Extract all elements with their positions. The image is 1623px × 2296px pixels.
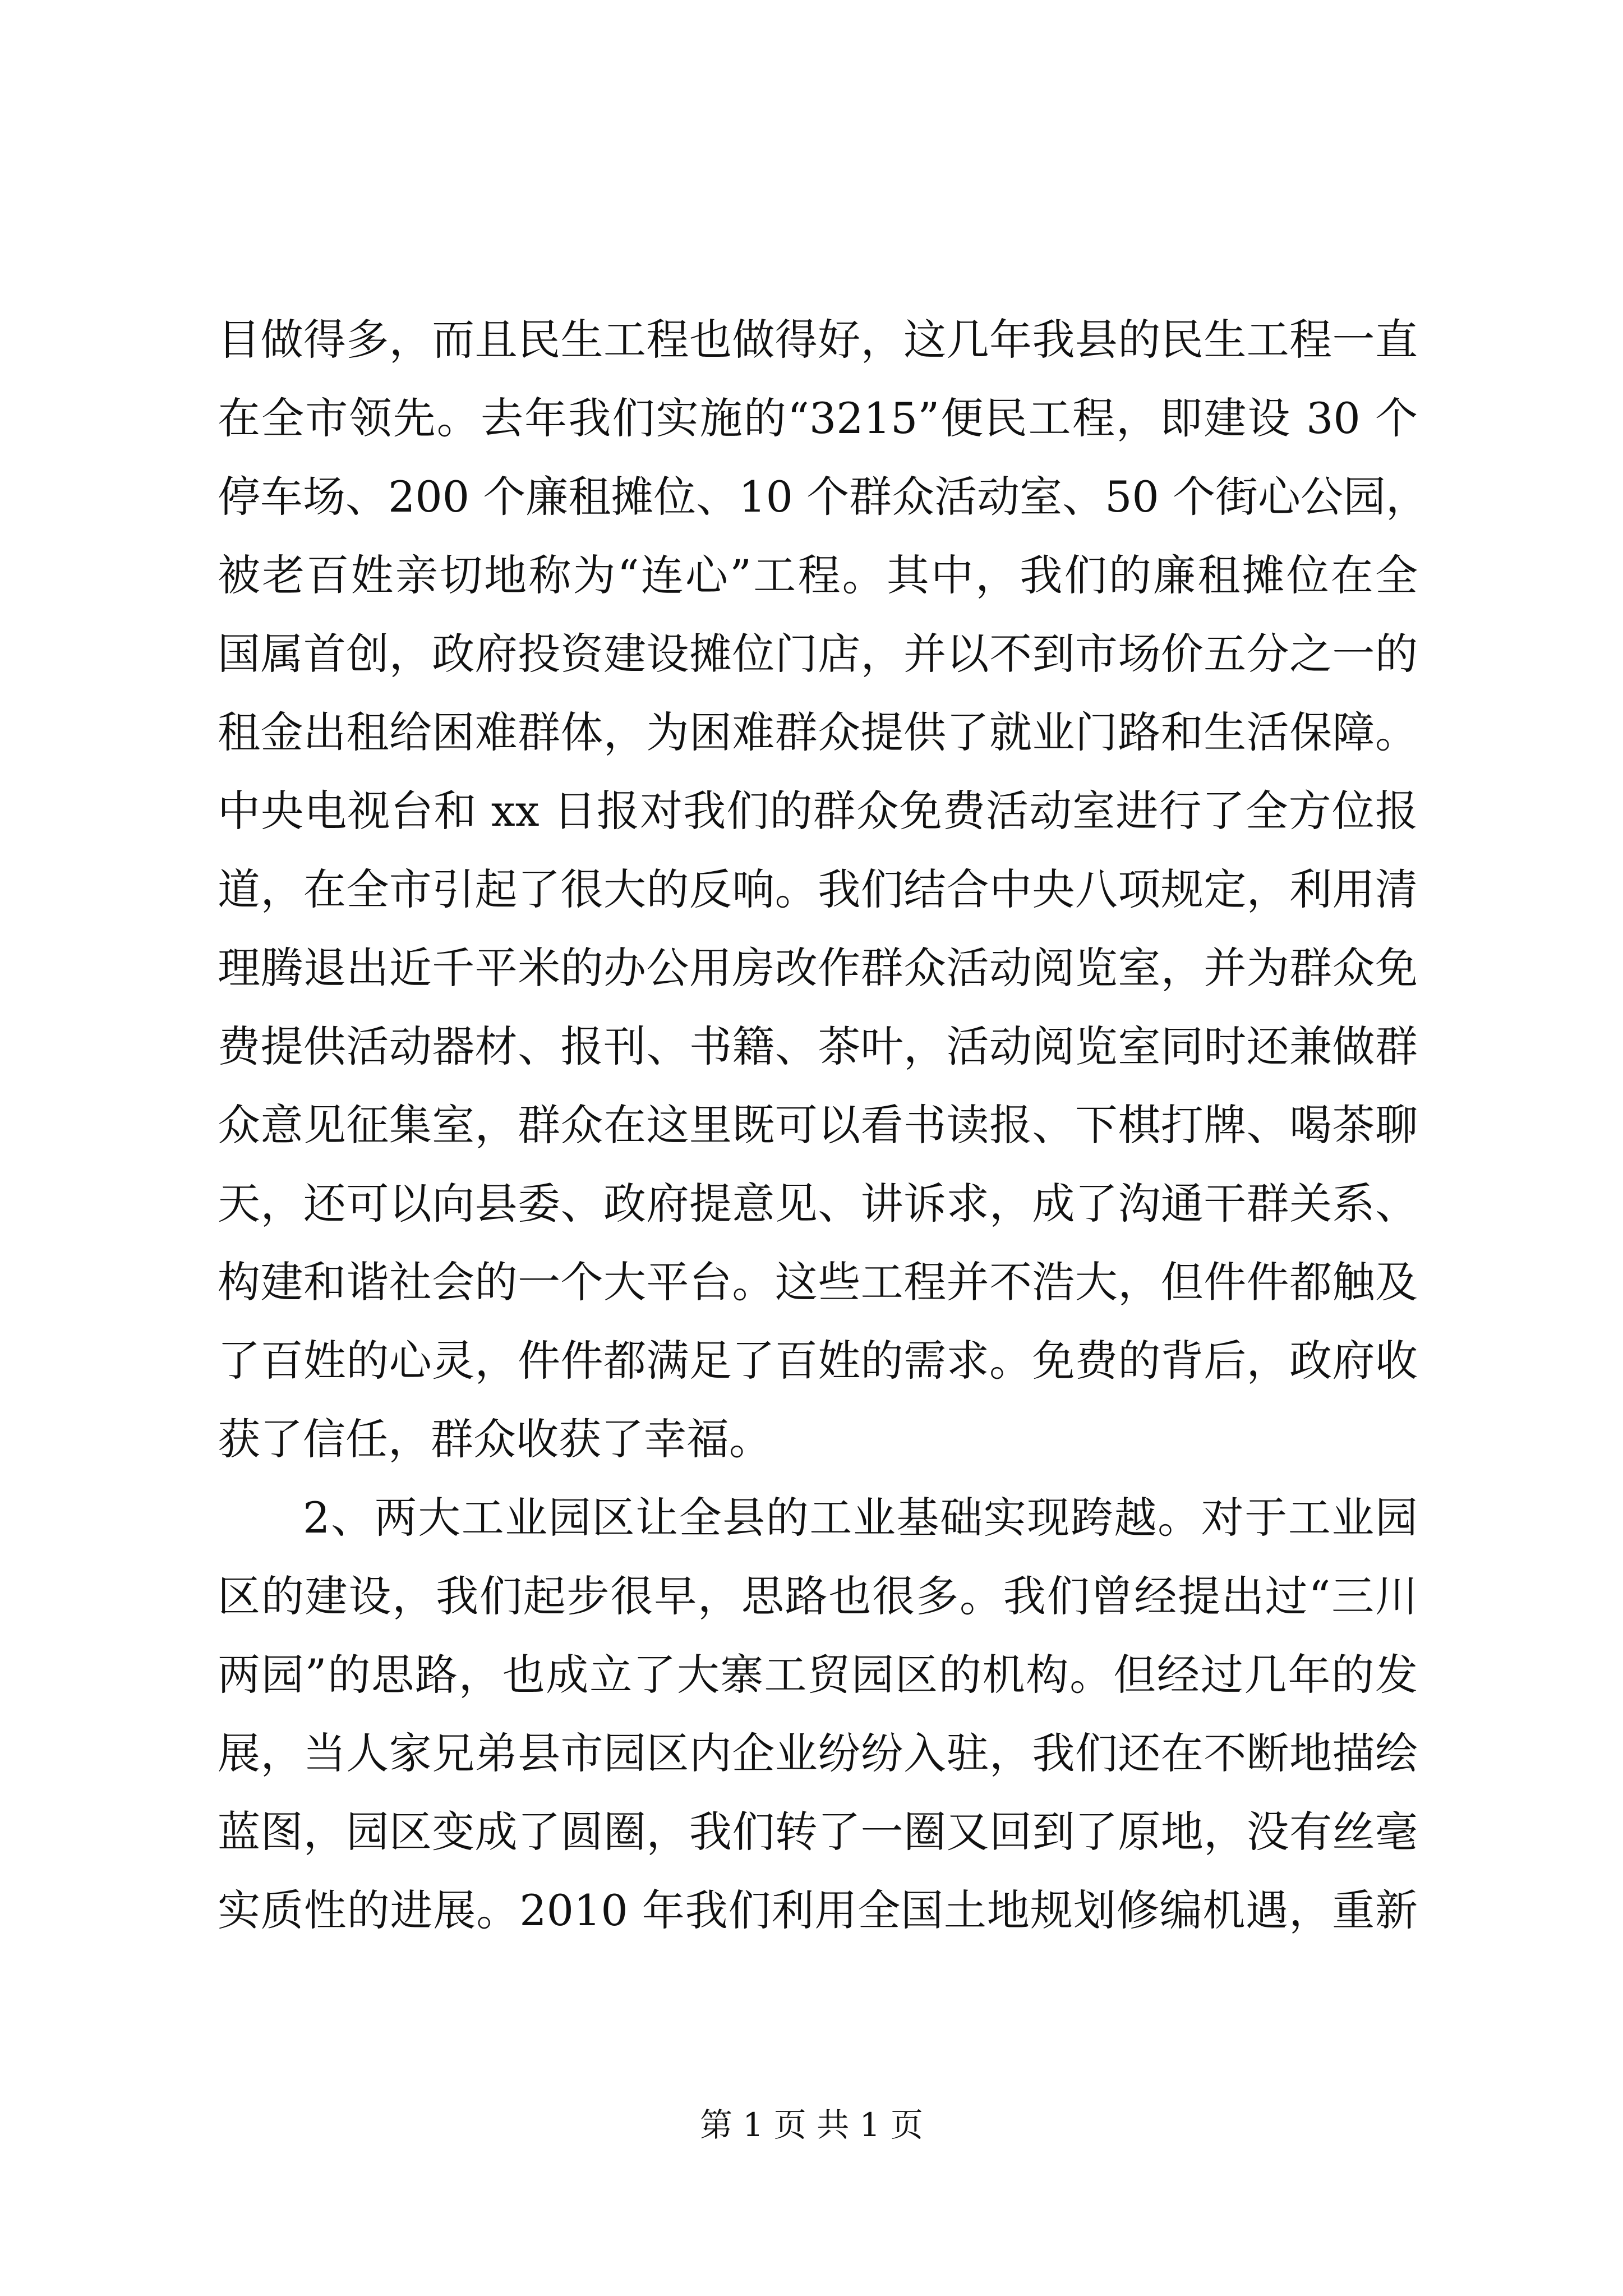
page-footer (0, 2102, 1623, 2147)
text-line: 目做得多，而且民生工程也做得好，这几年我县的民生工程一直 (218, 315, 1418, 365)
text-line: 理腾退出近千平米的办公用房改作群众活动阅览室，并为群众免 (218, 943, 1418, 993)
text-line: 在全市领先。去年我们实施的“3215”便民工程，即建设 30 个 (218, 393, 1418, 443)
text-line: 租金出租给困难群体，为困难群众提供了就业门路和生活保障。 (218, 707, 1418, 757)
text-line: 众意见征集室，群众在这里既可以看书读报、下棋打牌、喝茶聊 (218, 1100, 1418, 1150)
text-line: 国属首创，政府投资建设摊位门店，并以不到市场价五分之一的 (218, 629, 1418, 679)
text-line: 蓝图，园区变成了圆圈，我们转了一圈又回到了原地，没有丝毫 (218, 1807, 1418, 1857)
text-line: 展，当人家兄弟县市园区内企业纷纷入驻，我们还在不断地描绘 (218, 1728, 1418, 1778)
text-line: 天，还可以向县委、政府提意见、讲诉求，成了沟通干群关系、 (218, 1179, 1418, 1228)
page-number-label: 第 1 页 共 1 页 (700, 2106, 923, 2144)
text-line: 停车场、200 个廉租摊位、10 个群众活动室、50 个街心公园， (218, 472, 1428, 522)
text-line: 获了信任，群众收获了幸福。 (218, 1414, 772, 1464)
text-line: 中央电视台和 xx 日报对我们的群众免费活动室进行了全方位报 (218, 786, 1418, 836)
text-line: 道，在全市引起了很大的反响。我们结合中央八项规定，利用清 (218, 864, 1418, 914)
body-text (218, 301, 1428, 1950)
text-line: 2、两大工业园区让全县的工业基础实现跨越。对于工业园 (303, 1493, 1418, 1543)
text-line: 了百姓的心灵，件件都满足了百姓的需求。免费的背后，政府收 (218, 1336, 1418, 1386)
text-line: 两园”的思路，也成立了大寨工贸园区的机构。但经过几年的发 (218, 1650, 1418, 1700)
text-line: 费提供活动器材、报刊、书籍、茶叶，活动阅览室同时还兼做群 (218, 1022, 1418, 1071)
text-line: 实质性的进展。2010 年我们利用全国土地规划修编机遇，重新 (218, 1885, 1418, 1935)
text-line: 构建和谐社会的一个大平台。这些工程并不浩大，但件件都触及 (218, 1257, 1418, 1307)
text-line: 被老百姓亲切地称为“连心”工程。其中，我们的廉租摊位在全 (218, 550, 1418, 600)
text-line: 区的建设，我们起步很早，思路也很多。我们曾经提出过“三川 (218, 1571, 1418, 1621)
